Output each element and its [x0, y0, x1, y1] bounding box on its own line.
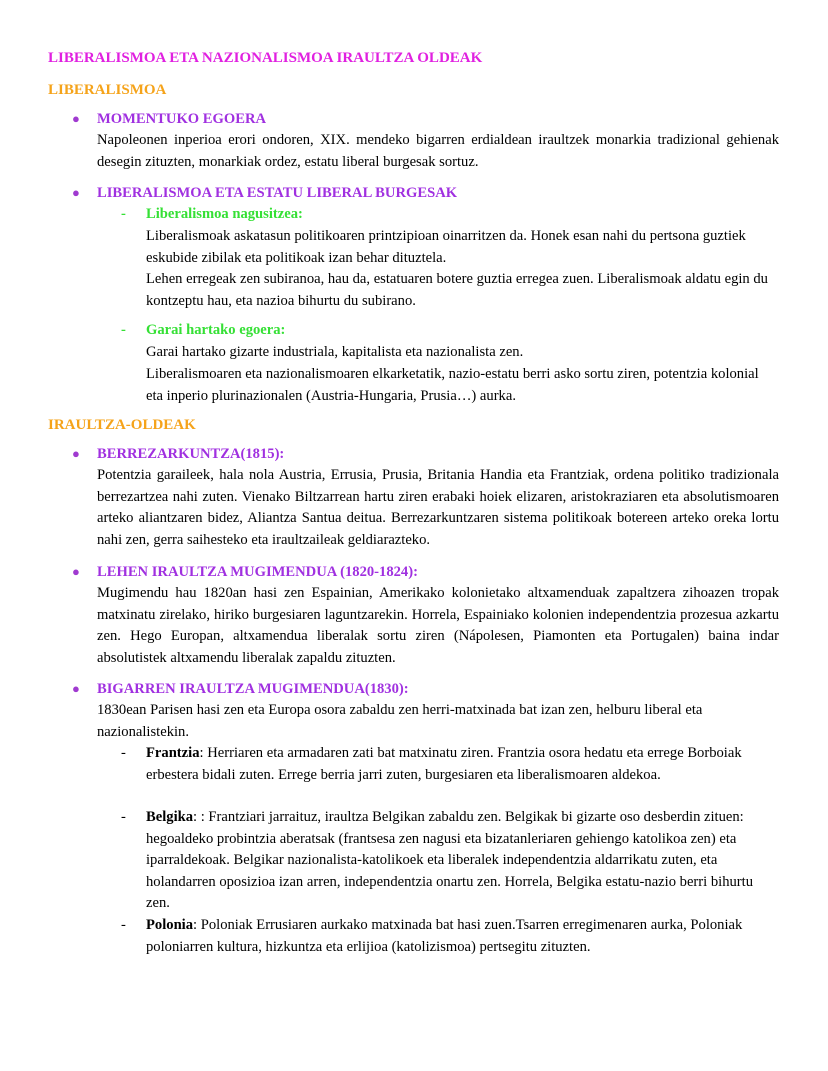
section-heading-iraultza-oldeak: IRAULTZA-OLDEAK [48, 417, 196, 433]
bullet-icon: ● [72, 111, 80, 126]
list-item-text: : : Frantziari jarraituz, iraultza Belgikan zabaldu zen. Belgikak bi gizarte oso desberdin zituen: hegoaldeko probintzia aberatsak (frantsesa zen nagusi eta bizatanleriaren gehiengo katolikoa zen) eta iparraldekoak. Belgikar nazionalista-katolikoek eta liberalek independentzia aldarrikatu zuten, eta holandarren oposizioa izan arren, independentzia onartu zen. Horrela, Belgika estatu-nazio berri bihurtu zen. [146, 809, 754, 912]
list-item-text: : Herriaren eta armadaren zati bat matxinatu ziren. Frantzia osora hedatu eta errege Borboiak erbestera bidali zuten. Errege berria jarri zuten, burgesiaren eta liberalismoaren aldekoa. [146, 745, 742, 783]
list-item-label: Belgika [146, 809, 194, 825]
list-item-frantzia [146, 743, 779, 786]
document-title: LIBERALISMOA ETA NAZIONALISMOA IRAULTZA OLDEAK [48, 50, 483, 66]
paragraph-garai-1: Garai hartako gizarte industriala, kapitalista eta nazionalista zen. [146, 344, 524, 360]
dash-icon: - [121, 809, 126, 825]
paragraph-berrezarkuntza: Potentzia garaileek, hala nola Austria, Errusia, Prusia, Britania Handia eta Frantziak, ordena politiko tradizionala berrezartzea nahi zuten. Vienako Biltzarrean hartu ziren erabaki hoiek elizaren, aristokraziaren eta absolutismoaren arteko aliantzaren bidez, Aliantza Santua deitua. Berrezarkuntzaren sistema politikoak botereen arteko oreka lortu nahi zen, gerra saihesteko eta iraultzaileak geldiarazteko. [97, 467, 779, 548]
heading-berrezarkuntza: BERREZARKUNTZA(1815): [97, 446, 285, 462]
dash-icon: - [121, 745, 126, 761]
heading-liberalismoa-nagusitzea: Liberalismoa nagusitzea: [146, 206, 303, 222]
paragraph-nagusitzea-1: Liberalismoak askatasun politikoaren printzipioan oinarritzen da. Honek esan nahi du pertsona guztiek eskubide zibilak eta politikoak izan behar dituztela. [146, 228, 746, 266]
bullet-icon: ● [72, 564, 80, 579]
bullet-icon: ● [72, 446, 80, 461]
paragraph-lehen-iraultza: Mugimendu hau 1820an hasi zen Espainian, Amerikako kolonietako altxamenduak zapaltzera zihoazen tropak matxinatu zirelako, hiriko burgesiaren laguntzarekin. Horrela, Espainiako kolonien independentzia prozesua azkartu zen. Hego Europan, altxamendua liberalak sortu ziren (Nápolesen, Piamonten eta Portugalen) baina indar absolutistek altxamendu liberalak zapaldu zituzten. [97, 585, 779, 666]
heading-estatu-liberal: LIBERALISMOA ETA ESTATU LIBERAL BURGESAK [97, 185, 458, 201]
dash-icon: - [121, 322, 126, 338]
list-item-label: Polonia [146, 917, 194, 933]
paragraph-garai-2: Liberalismoaren eta nazionalismoaren elkarketatik, nazio-estatu berri asko sortu ziren, potentzia kolonial eta inperio plurinazionalen (Austria-Hungaria, Prusia…) aurka. [146, 366, 759, 404]
heading-momentuko-egoera: MOMENTUKO EGOERA [97, 111, 267, 127]
bullet-icon: ● [72, 681, 80, 696]
list-item-label: Frantzia [146, 745, 200, 761]
heading-lehen-iraultza: LEHEN IRAULTZA MUGIMENDUA (1820-1824): [97, 564, 418, 580]
paragraph-bigarren-iraultza: 1830ean Parisen hasi zen eta Europa osora zabaldu zen herri-matxinada bat izan zen, helburu liberal eta nazionalistekin. [97, 702, 703, 740]
heading-bigarren-iraultza: BIGARREN IRAULTZA MUGIMENDUA(1830): [97, 681, 409, 697]
dash-icon: - [121, 917, 126, 933]
bullet-icon: ● [72, 185, 80, 200]
paragraph-momentuko-egoera: Napoleonen inperioa erori ondoren, XIX. mendeko bigarren erdialdean iraultzek monarkia tradizional gehienak desegin zituzten, monarkiak ordez, estatu liberal burgesak sortuz. [97, 132, 779, 170]
section-heading-liberalismoa: LIBERALISMOA [48, 82, 167, 98]
list-item-text: : Poloniak Errusiaren aurkako matxinada bat hasi zuen.Tsarren erregimenaren aurka, Poloniak poloniarren kultura, hizkuntza eta erlijioa (katolizismoa) pertsegitu zituzten. [146, 917, 743, 955]
paragraph-nagusitzea-2: Lehen erregeak zen subiranoa, hau da, estatuaren botere guztia erregea zuen. Liberalismoak aldatu egin du kontzeptu hau, eta nazioa bihurtu du subirano. [146, 271, 768, 309]
list-item-polonia [146, 915, 779, 958]
list-item-belgika [146, 807, 779, 915]
heading-garai-hartako-egoera: Garai hartako egoera: [146, 322, 286, 338]
dash-icon: - [121, 206, 126, 222]
